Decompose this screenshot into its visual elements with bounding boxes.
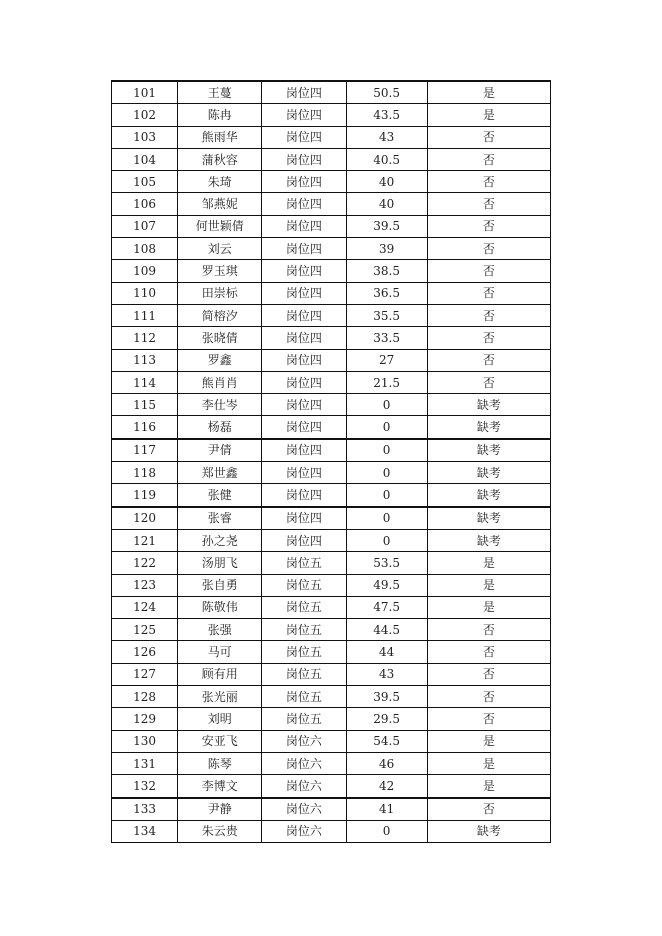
cell-name: 王蔓 [178, 81, 262, 104]
cell-id: 121 [112, 529, 178, 551]
cell-name: 汤朋飞 [178, 552, 262, 574]
table-row [112, 484, 551, 507]
cell-result: 是 [427, 81, 550, 104]
cell-result: 是 [427, 574, 550, 596]
cell-post: 岗位四 [262, 327, 346, 349]
cell-score: 54.5 [346, 730, 427, 752]
cell-id: 119 [112, 484, 178, 507]
cell-name: 朱琦 [178, 171, 262, 193]
cell-post: 岗位六 [262, 752, 346, 774]
table-row [112, 775, 551, 798]
cell-name: 熊雨华 [178, 126, 262, 148]
table-row [112, 126, 551, 148]
cell-result: 否 [427, 708, 550, 730]
cell-result: 缺考 [427, 507, 550, 530]
cell-score: 21.5 [346, 371, 427, 393]
cell-post: 岗位四 [262, 462, 346, 484]
cell-result: 缺考 [427, 439, 550, 462]
cell-name: 蒲秋容 [178, 148, 262, 170]
cell-name: 张睿 [178, 507, 262, 530]
cell-id: 106 [112, 193, 178, 215]
cell-post: 岗位四 [262, 282, 346, 304]
cell-result: 否 [427, 798, 550, 821]
cell-post: 岗位四 [262, 439, 346, 462]
cell-id: 129 [112, 708, 178, 730]
table-row [112, 327, 551, 349]
cell-id: 124 [112, 596, 178, 618]
cell-name: 熊肖肖 [178, 371, 262, 393]
cell-id: 104 [112, 148, 178, 170]
cell-score: 43 [346, 126, 427, 148]
table-row [112, 439, 551, 462]
cell-id: 131 [112, 752, 178, 774]
cell-post: 岗位五 [262, 552, 346, 574]
cell-post: 岗位六 [262, 730, 346, 752]
cell-name: 罗玉琪 [178, 260, 262, 282]
cell-score: 40 [346, 171, 427, 193]
table-row [112, 193, 551, 215]
results-table [111, 80, 551, 843]
cell-result: 缺考 [427, 394, 550, 416]
cell-id: 132 [112, 775, 178, 798]
cell-name: 安亚飞 [178, 730, 262, 752]
cell-post: 岗位四 [262, 416, 346, 439]
cell-name: 尹静 [178, 798, 262, 821]
cell-result: 否 [427, 349, 550, 371]
table-row [112, 394, 551, 416]
cell-post: 岗位四 [262, 507, 346, 530]
cell-id: 105 [112, 171, 178, 193]
cell-id: 115 [112, 394, 178, 416]
cell-post: 岗位五 [262, 686, 346, 708]
table-row [112, 148, 551, 170]
cell-id: 128 [112, 686, 178, 708]
cell-score: 50.5 [346, 81, 427, 104]
cell-name: 陈敬伟 [178, 596, 262, 618]
cell-post: 岗位六 [262, 820, 346, 842]
cell-id: 109 [112, 260, 178, 282]
cell-score: 49.5 [346, 574, 427, 596]
cell-post: 岗位六 [262, 798, 346, 821]
table-row [112, 104, 551, 126]
cell-name: 张光丽 [178, 686, 262, 708]
results-table-body [112, 81, 551, 843]
cell-id: 126 [112, 641, 178, 663]
cell-score: 53.5 [346, 552, 427, 574]
cell-name: 何世颖倩 [178, 215, 262, 237]
cell-score: 35.5 [346, 304, 427, 326]
cell-score: 47.5 [346, 596, 427, 618]
cell-result: 否 [427, 148, 550, 170]
table-row [112, 798, 551, 821]
cell-result: 否 [427, 304, 550, 326]
cell-name: 尹倩 [178, 439, 262, 462]
cell-score: 46 [346, 752, 427, 774]
cell-id: 101 [112, 81, 178, 104]
cell-score: 0 [346, 416, 427, 439]
table-row [112, 619, 551, 641]
cell-result: 是 [427, 730, 550, 752]
cell-post: 岗位六 [262, 775, 346, 798]
cell-result: 否 [427, 686, 550, 708]
cell-result: 是 [427, 596, 550, 618]
table-row [112, 507, 551, 530]
cell-result: 是 [427, 752, 550, 774]
cell-name: 张自勇 [178, 574, 262, 596]
cell-result: 缺考 [427, 416, 550, 439]
cell-post: 岗位四 [262, 148, 346, 170]
cell-name: 张健 [178, 484, 262, 507]
cell-score: 0 [346, 507, 427, 530]
cell-id: 125 [112, 619, 178, 641]
cell-result: 否 [427, 663, 550, 685]
cell-post: 岗位五 [262, 596, 346, 618]
cell-result: 否 [427, 619, 550, 641]
table-row [112, 752, 551, 774]
cell-id: 117 [112, 439, 178, 462]
cell-result: 否 [427, 327, 550, 349]
cell-result: 否 [427, 282, 550, 304]
cell-post: 岗位四 [262, 529, 346, 551]
table-row [112, 641, 551, 663]
table-row [112, 349, 551, 371]
cell-post: 岗位四 [262, 394, 346, 416]
cell-score: 41 [346, 798, 427, 821]
cell-id: 108 [112, 238, 178, 260]
cell-name: 田崇标 [178, 282, 262, 304]
cell-id: 133 [112, 798, 178, 821]
cell-result: 否 [427, 260, 550, 282]
cell-name: 李博文 [178, 775, 262, 798]
cell-score: 33.5 [346, 327, 427, 349]
cell-score: 39 [346, 238, 427, 260]
cell-score: 44 [346, 641, 427, 663]
cell-result: 否 [427, 215, 550, 237]
cell-id: 130 [112, 730, 178, 752]
cell-post: 岗位五 [262, 708, 346, 730]
cell-name: 顾有用 [178, 663, 262, 685]
cell-score: 42 [346, 775, 427, 798]
cell-result: 否 [427, 193, 550, 215]
cell-post: 岗位四 [262, 126, 346, 148]
cell-post: 岗位四 [262, 238, 346, 260]
cell-post: 岗位五 [262, 663, 346, 685]
table-row [112, 260, 551, 282]
table-row [112, 371, 551, 393]
cell-post: 岗位四 [262, 260, 346, 282]
cell-name: 朱云贵 [178, 820, 262, 842]
table-row [112, 730, 551, 752]
cell-id: 118 [112, 462, 178, 484]
cell-post: 岗位五 [262, 619, 346, 641]
table-row [112, 820, 551, 842]
cell-score: 0 [346, 439, 427, 462]
table-row [112, 282, 551, 304]
cell-result: 缺考 [427, 484, 550, 507]
cell-id: 110 [112, 282, 178, 304]
cell-name: 罗鑫 [178, 349, 262, 371]
cell-result: 否 [427, 641, 550, 663]
table-row [112, 304, 551, 326]
cell-score: 0 [346, 462, 427, 484]
cell-score: 0 [346, 820, 427, 842]
cell-name: 刘明 [178, 708, 262, 730]
cell-name: 杨磊 [178, 416, 262, 439]
cell-id: 122 [112, 552, 178, 574]
cell-score: 43 [346, 663, 427, 685]
cell-score: 0 [346, 394, 427, 416]
cell-post: 岗位四 [262, 81, 346, 104]
cell-name: 张强 [178, 619, 262, 641]
cell-name: 简榕汐 [178, 304, 262, 326]
cell-result: 否 [427, 171, 550, 193]
cell-result: 是 [427, 552, 550, 574]
cell-result: 缺考 [427, 820, 550, 842]
cell-post: 岗位四 [262, 349, 346, 371]
cell-id: 111 [112, 304, 178, 326]
cell-score: 39.5 [346, 215, 427, 237]
cell-name: 张晓倩 [178, 327, 262, 349]
cell-score: 27 [346, 349, 427, 371]
cell-name: 李仕岑 [178, 394, 262, 416]
cell-score: 39.5 [346, 686, 427, 708]
table-row [112, 686, 551, 708]
cell-name: 孙之尧 [178, 529, 262, 551]
table-row [112, 574, 551, 596]
cell-post: 岗位四 [262, 193, 346, 215]
cell-post: 岗位四 [262, 215, 346, 237]
cell-score: 40.5 [346, 148, 427, 170]
cell-id: 134 [112, 820, 178, 842]
cell-id: 102 [112, 104, 178, 126]
cell-id: 112 [112, 327, 178, 349]
cell-name: 马可 [178, 641, 262, 663]
cell-result: 否 [427, 238, 550, 260]
cell-post: 岗位四 [262, 484, 346, 507]
cell-score: 44.5 [346, 619, 427, 641]
cell-result: 否 [427, 126, 550, 148]
cell-result: 缺考 [427, 529, 550, 551]
table-row [112, 238, 551, 260]
cell-id: 116 [112, 416, 178, 439]
cell-name: 陈琴 [178, 752, 262, 774]
cell-post: 岗位五 [262, 574, 346, 596]
cell-id: 127 [112, 663, 178, 685]
cell-id: 113 [112, 349, 178, 371]
table-row [112, 81, 551, 104]
cell-score: 0 [346, 484, 427, 507]
table-row [112, 596, 551, 618]
table-row [112, 529, 551, 551]
cell-post: 岗位四 [262, 304, 346, 326]
table-row [112, 708, 551, 730]
table-row [112, 462, 551, 484]
cell-name: 郑世鑫 [178, 462, 262, 484]
cell-post: 岗位五 [262, 641, 346, 663]
cell-id: 123 [112, 574, 178, 596]
cell-post: 岗位四 [262, 171, 346, 193]
cell-id: 120 [112, 507, 178, 530]
cell-name: 陈冉 [178, 104, 262, 126]
cell-result: 是 [427, 775, 550, 798]
cell-name: 邹燕妮 [178, 193, 262, 215]
cell-result: 否 [427, 371, 550, 393]
cell-post: 岗位四 [262, 371, 346, 393]
cell-score: 43.5 [346, 104, 427, 126]
table-row [112, 416, 551, 439]
cell-post: 岗位四 [262, 104, 346, 126]
table-row [112, 552, 551, 574]
cell-name: 刘云 [178, 238, 262, 260]
cell-id: 103 [112, 126, 178, 148]
table-row [112, 663, 551, 685]
table-row [112, 215, 551, 237]
cell-result: 是 [427, 104, 550, 126]
cell-result: 缺考 [427, 462, 550, 484]
cell-id: 107 [112, 215, 178, 237]
cell-score: 40 [346, 193, 427, 215]
cell-score: 36.5 [346, 282, 427, 304]
cell-score: 38.5 [346, 260, 427, 282]
cell-id: 114 [112, 371, 178, 393]
table-row [112, 171, 551, 193]
cell-score: 29.5 [346, 708, 427, 730]
cell-score: 0 [346, 529, 427, 551]
